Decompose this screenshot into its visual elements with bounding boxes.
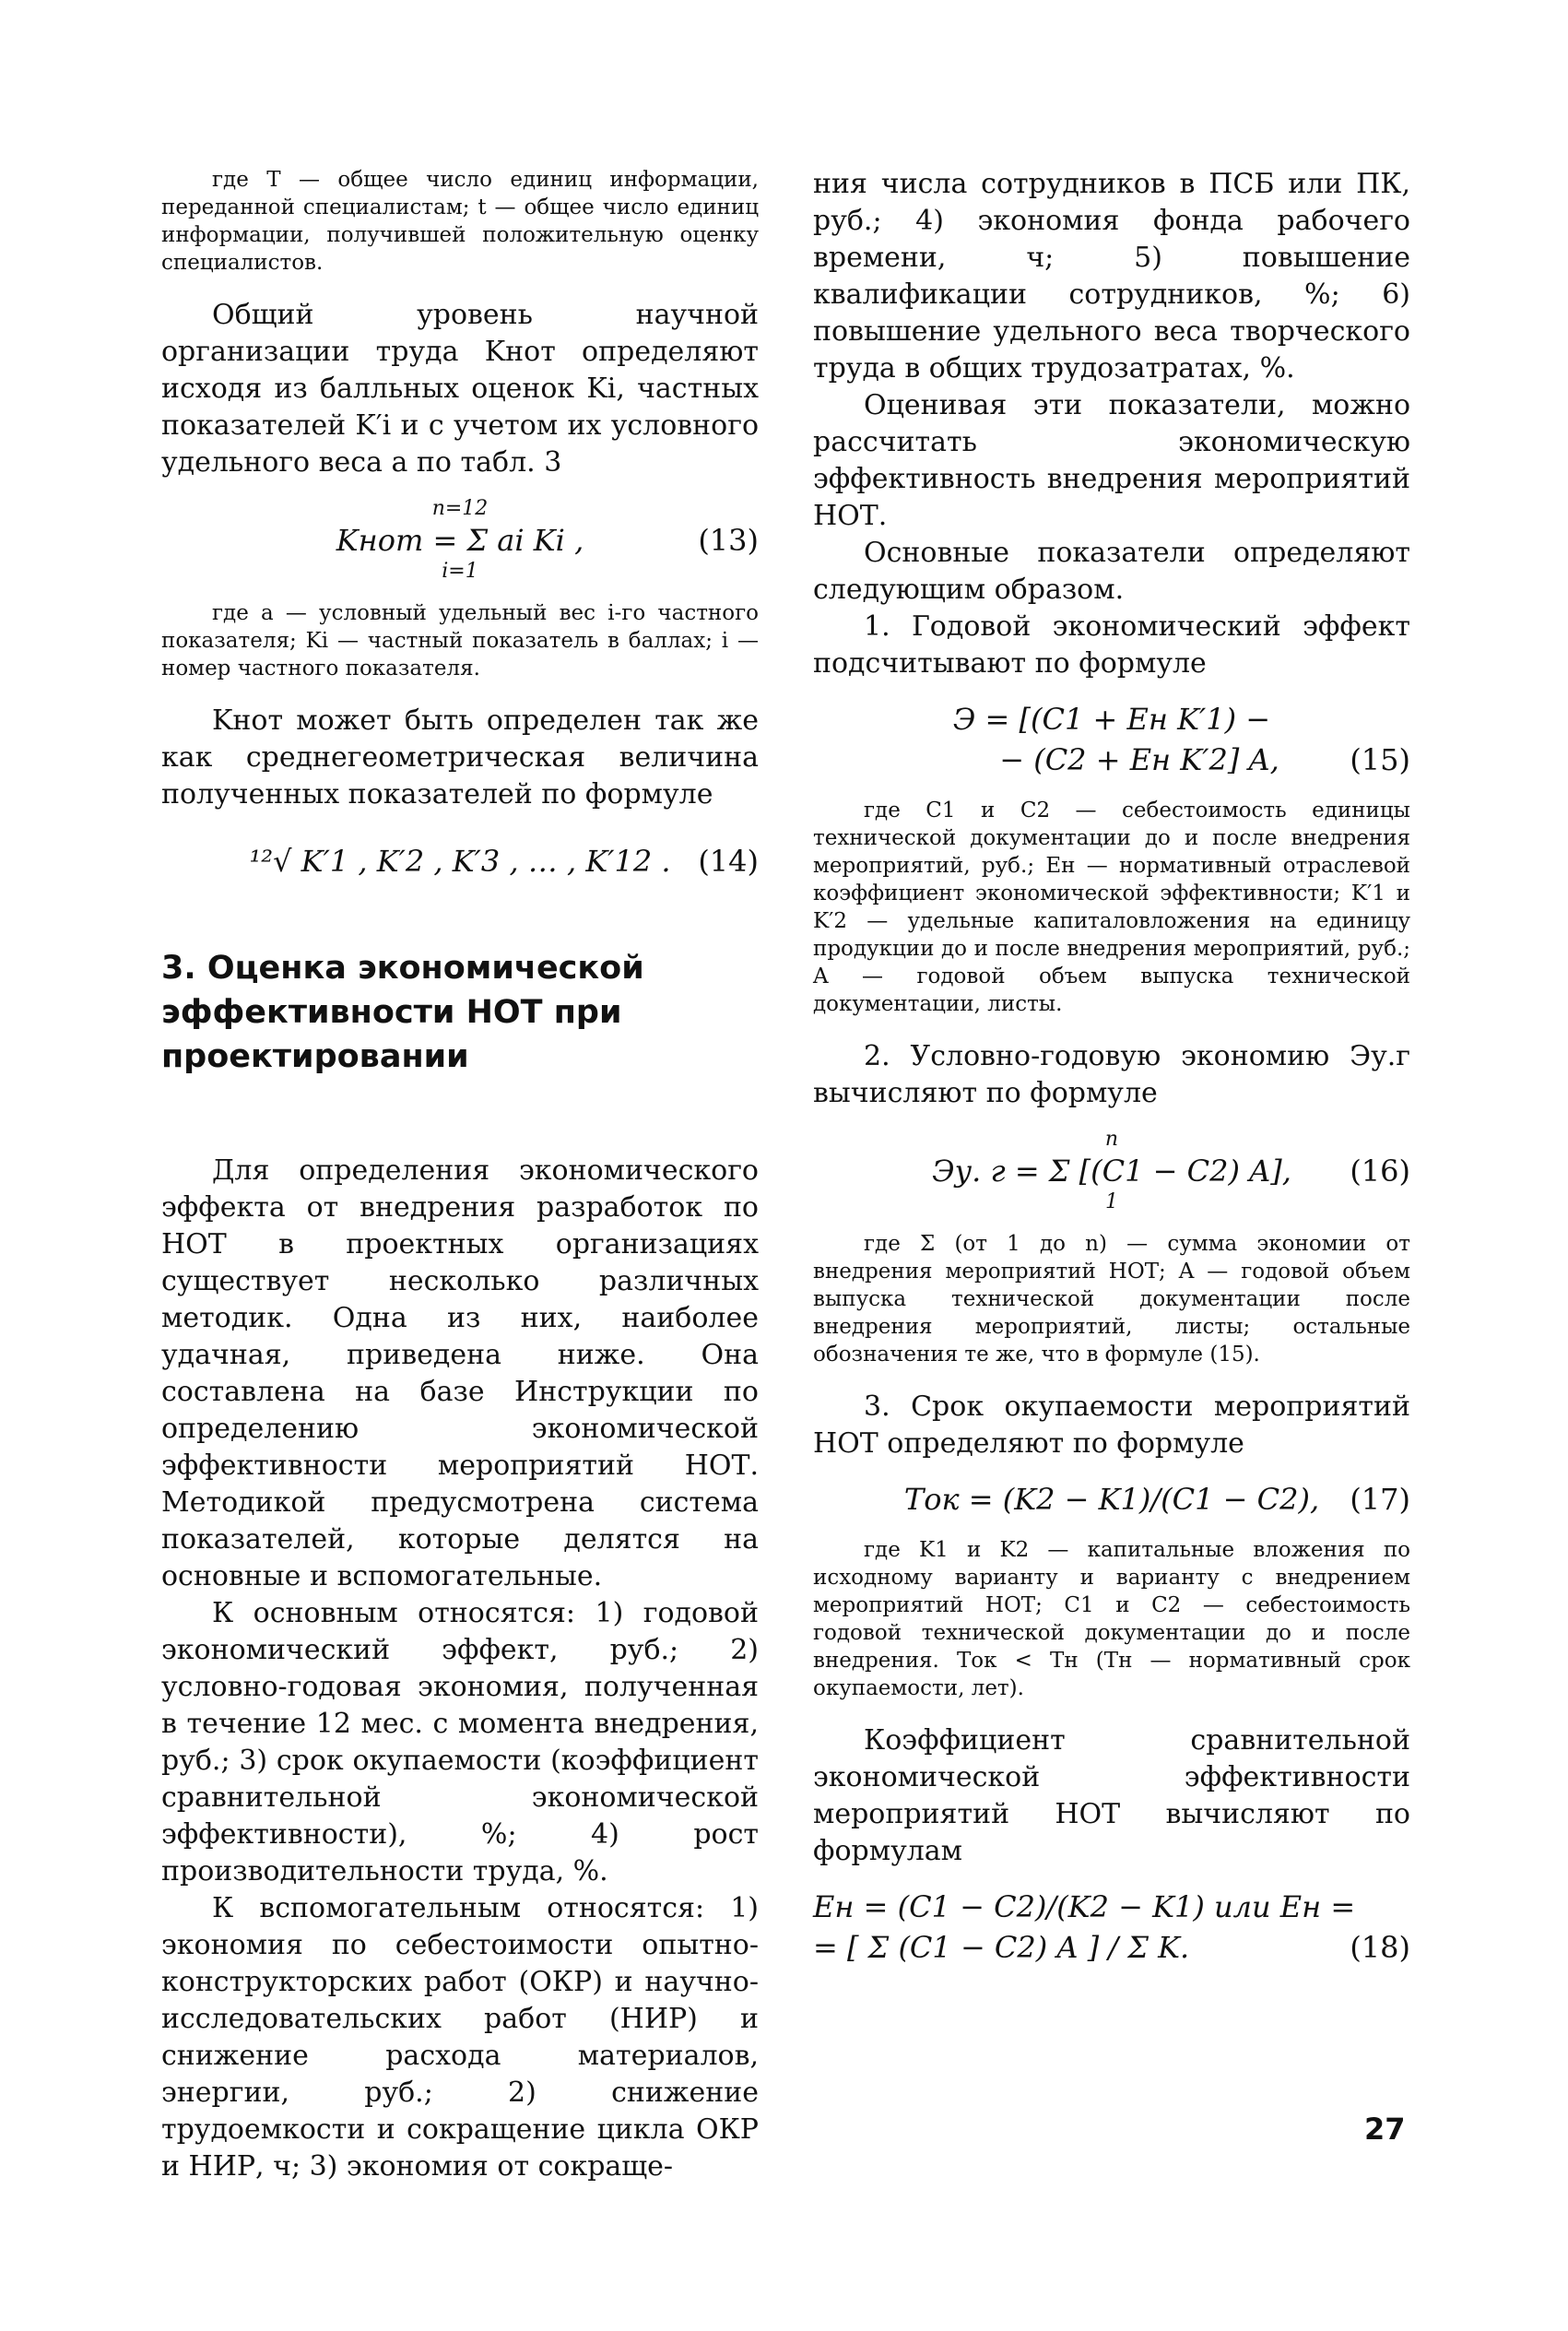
main-indicators-paragraph: Основные показатели определяют следующим образом. (813, 537, 1410, 606)
formula-17-body: Tок = (K2 − K1)/(C1 − C2), (903, 1482, 1320, 1517)
where-sum-note: где Σ (от 1 до n) — сумма экономии от внедрения мероприятий НОТ; A — годовой объем выпуска технической документации после внедрения мероприятий, листы; остальные обозначения те же, что в формуле (15). (813, 1232, 1410, 1367)
continuation-paragraph: ния числа сотрудников в ПСБ или ПК, руб.; 4) экономия фонда рабочего времени, ч; 5) повышение квалификации сотрудников, %; 6) повышение удельного веса творческого труда в общих трудозатратах, %. (813, 168, 1410, 385)
formula-14-body: ¹²√ K′1 , K′2 , K′3 , … , K′12 . (249, 844, 671, 879)
formula-14-number: (14) (698, 844, 759, 879)
estimating-paragraph: Оценивая эти показатели, можно рассчитать экономическую эффективность внедрения мероприятий НОТ. (813, 389, 1410, 532)
formula-16-upper-limit: n (1104, 1128, 1119, 1151)
formula-18-number: (18) (1350, 1930, 1410, 1965)
formula-13-number: (13) (698, 523, 759, 558)
payback-paragraph: 3. Срок окупаемости мероприятий НОТ определяют по формуле (813, 1390, 1410, 1460)
knot-geometric-paragraph: Kнот может быть определен так же как среднегеометрическая величина полученных показателей по формуле (161, 704, 759, 811)
formula-18 (813, 1887, 1410, 1968)
formula-14 (161, 841, 759, 882)
conditional-economy-paragraph: 2. Условно-годовую экономию Эу.г вычисляют по формуле (813, 1040, 1410, 1109)
left-column (161, 166, 759, 2185)
formula-16-lower-limit: 1 (1105, 1190, 1118, 1213)
formula-16-number: (16) (1350, 1154, 1410, 1189)
formula-13-upper-limit: n=12 (431, 497, 489, 520)
formula-18-line-1: Eн = (C1 − C2)/(K2 − K1) или Eн = (813, 1889, 1356, 1924)
formula-17 (813, 1479, 1410, 1520)
formula-15-line-2: − (C2 + Eн K′2] A, (999, 742, 1279, 777)
where-K-note: где K1 и K2 — капитальные вложения по исходному варианту и варианту с внедрением мероприятий НОТ; C1 и C2 — себестоимость годовой технической документации до и после внедрения. Tок < Tн (Tн — нормативный срок окупаемости, лет). (813, 1538, 1410, 1700)
coefficient-paragraph: Коэффициент сравнительной экономической эффективности мероприятий НОТ вычисляют по формулам (813, 1724, 1410, 1867)
section-heading: 3. Оценка экономической эффективности НОТ при проектировании (161, 950, 644, 1075)
formula-18-line-2: = [ Σ (C1 − C2) A ] / Σ K. (813, 1930, 1190, 1965)
general-level-paragraph: Общий уровень научной организации труда Kнот определяют исходя из балльных оценок Ki, частных показателей K′i и с учетом их условного удельного веса a по табл. 3 (161, 299, 759, 479)
formula-16 (813, 1129, 1410, 1213)
formula-15 (813, 699, 1410, 780)
page-number: 27 (1364, 2112, 1406, 2147)
where-C-note: где C1 и C2 — себестоимость единицы технической документации до и после внедрения мероприятий, руб.; Eн — нормативный отраслевой коэффициент экономической эффективности; K′1 и K′2 — удельные капиталовложения на единицу продукции до и после внедрения мероприятий, руб.; A — годовой объем выпуска технической документации, листы. (813, 799, 1410, 1016)
where-a-note: где a — условный удельный вес i-го частного показателя; Ki — частный показатель в баллах; i — номер частного показателя. (161, 601, 759, 680)
formula-16-body: Эу. г = Σ [(C1 − C2) A], (932, 1154, 1291, 1189)
formula-15-line-1: Э = [(C1 + Eн K′1) − (952, 702, 1271, 737)
where-T-note: где T — общее число единиц информации, переданной специалистам; t — общее число единиц информации, получившей положительную оценку специалистов. (161, 168, 759, 275)
formula-13-lower-limit: i=1 (442, 560, 478, 583)
annual-effect-paragraph: 1. Годовой экономический эффект подсчитывают по формуле (813, 610, 1410, 680)
auxiliary-indicators-paragraph: К вспомогательным относятся: 1) экономия по себестоимости опытно-конструкторских работ (ОКР) и научно-исследовательских работ (НИР) и снижение расхода материалов, энергии, руб.; 2) снижение трудоемкости и сокращение цикла ОКР и НИР, ч; 3) экономия от сокраще- (161, 1892, 759, 2183)
methods-paragraph: Для определения экономического эффекта от внедрения разработок по НОТ в проектных организациях существует несколько различных методик. Одна из них, наиболее удачная, приведена ниже. Она составлена на базе Инструкции по определению экономической эффективности мероприятий НОТ. Методикой предусмотрена система показателей, которые делятся на основные и вспомогательные. (161, 1154, 759, 1592)
formula-13-body: Kнот = Σ ai Ki , (336, 523, 584, 558)
basic-indicators-paragraph: К основным относятся: 1) годовой экономический эффект, руб.; 2) условно-годовая экономия, полученная в течение 12 мес. с момента внедрения, руб.; 3) срок окупаемости (коэффициент сравнительной экономической эффективности), %; 4) рост производительности труда, %. (161, 1597, 759, 1887)
formula-13 (161, 498, 759, 583)
right-column (813, 166, 1410, 1984)
formula-17-number: (17) (1350, 1482, 1410, 1517)
formula-15-number: (15) (1350, 742, 1410, 777)
